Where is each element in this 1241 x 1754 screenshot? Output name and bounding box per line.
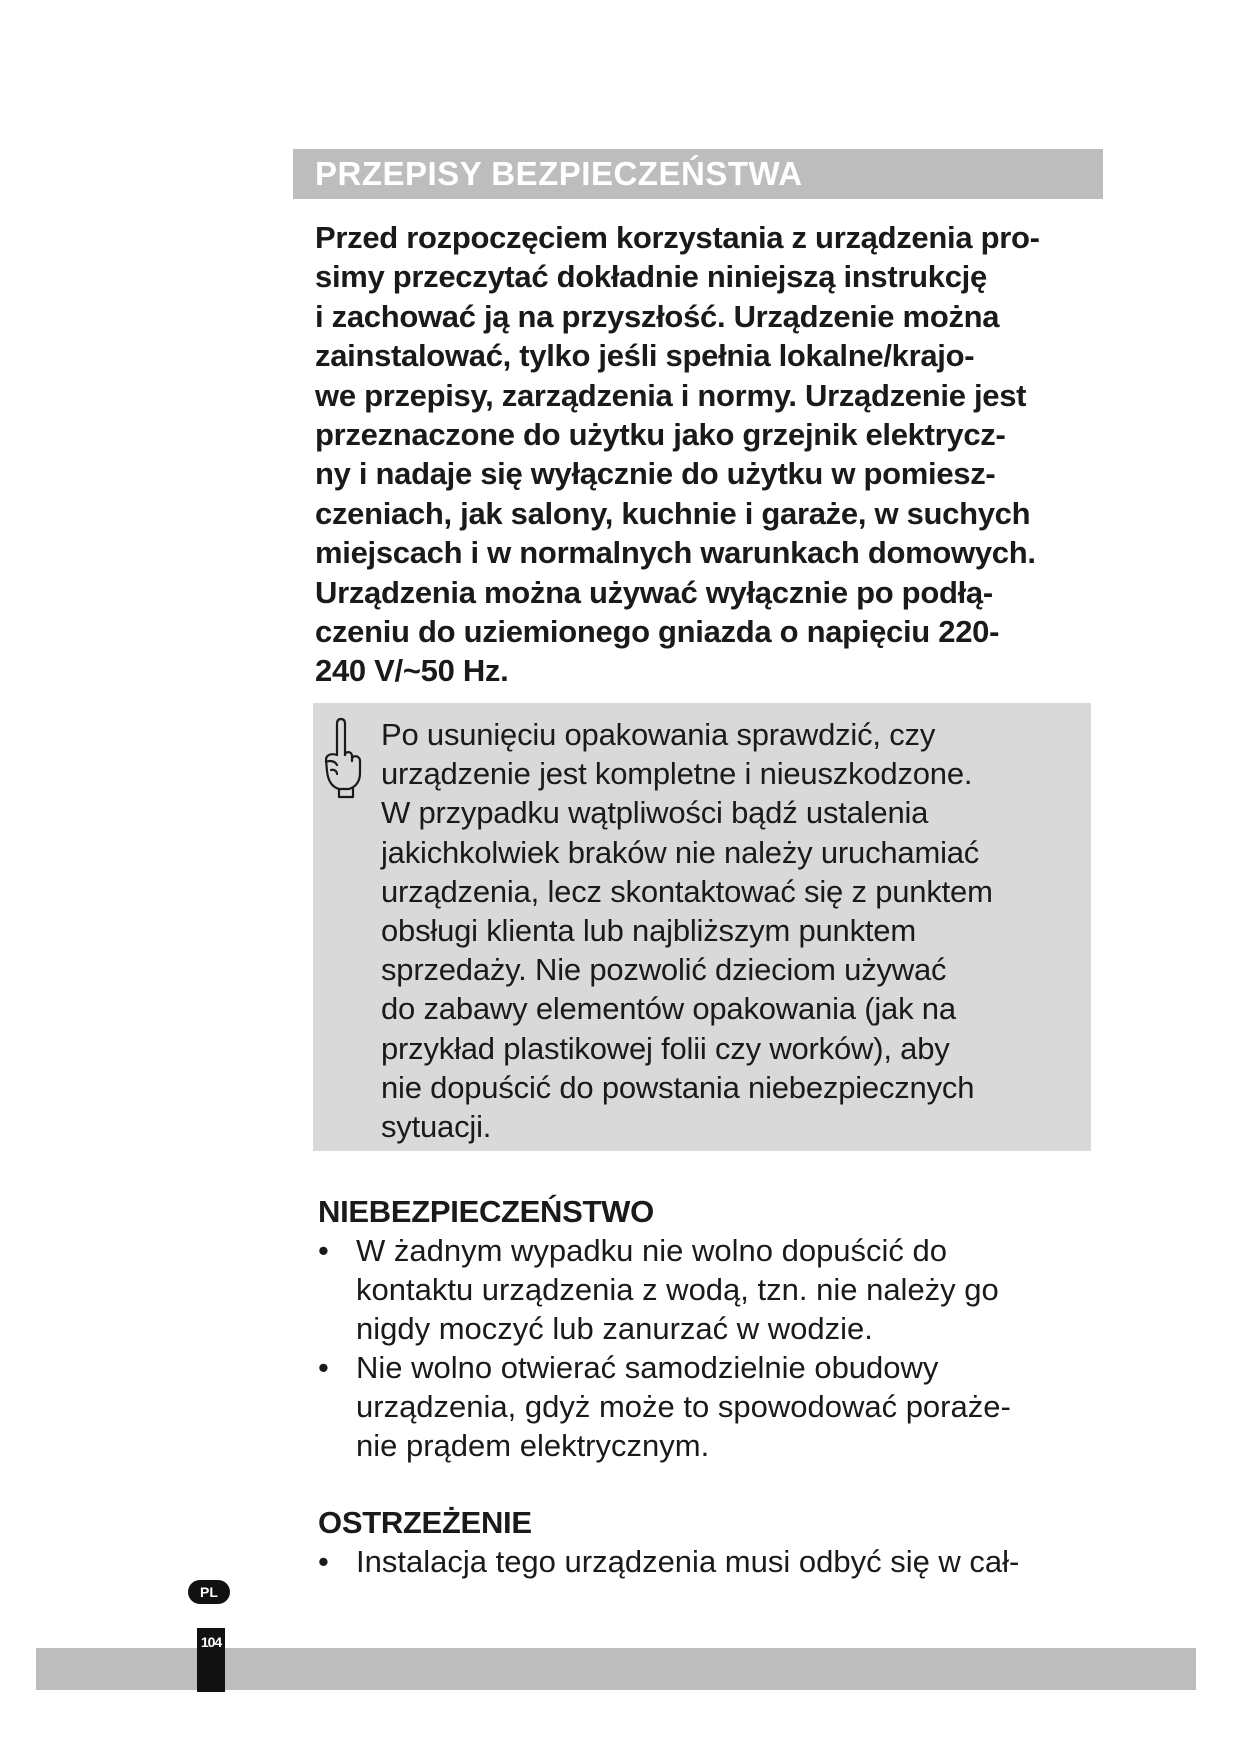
- danger-list: [318, 1231, 1108, 1465]
- danger-heading: NIEBEZPIECZEŃSTWO: [318, 1194, 654, 1229]
- bullet-icon: •: [318, 1233, 329, 1268]
- list-item: [318, 1542, 1108, 1581]
- intro-line: Przed rozpoczęciem korzystania z urządzenia pro-: [315, 220, 1040, 255]
- note-text: [381, 715, 1081, 1146]
- note-line: przykład plastikowej folii czy worków), aby: [381, 1030, 950, 1066]
- intro-line: i zachować ją na przyszłość. Urządzenie można: [315, 298, 1000, 334]
- intro-line: czeniach, jak salony, kuchnie i garaże, w suchych: [315, 495, 1031, 531]
- warning-list: [318, 1542, 1108, 1581]
- intro-paragraph: [315, 218, 1105, 691]
- warning-heading: OSTRZEŻENIE: [318, 1505, 532, 1540]
- note-line: nie dopuścić do powstania niebezpiecznych: [381, 1069, 975, 1105]
- page-number-box: [197, 1628, 225, 1692]
- intro-line: ny i nadaje się wyłącznie do użytku w pomiesz-: [315, 456, 996, 492]
- list-item-line: Nie wolno otwierać samodzielnie obudowy: [356, 1350, 939, 1385]
- note-line: obsługi klienta lub najbliższym punktem: [381, 913, 916, 949]
- list-item-line: urządzenia, gdyż może to spowodować poraże-: [356, 1389, 1011, 1424]
- note-line: do zabawy elementów opakowania (jak na: [381, 991, 956, 1027]
- note-line: sytuacji.: [381, 1109, 492, 1145]
- language-badge: PL: [188, 1580, 230, 1604]
- note-line: jakichkolwiek braków nie należy uruchamiać: [381, 834, 980, 870]
- list-item: [318, 1231, 1108, 1348]
- list-item-line: kontaktu urządzenia z wodą, tzn. nie należy go: [356, 1272, 999, 1307]
- note-line: W przypadku wątpliwości bądź ustalenia: [381, 795, 929, 831]
- note-box: [313, 703, 1091, 1151]
- note-line: Po usunięciu opakowania sprawdzić, czy: [381, 717, 936, 752]
- list-item: [318, 1348, 1108, 1465]
- pointing-hand-icon: [321, 715, 365, 801]
- intro-line: zainstalować, tylko jeśli spełnia lokalne/krajo-: [315, 338, 975, 374]
- note-line: sprzedaży. Nie pozwolić dzieciom używać: [381, 952, 947, 988]
- bullet-icon: •: [318, 1350, 329, 1385]
- intro-line: miejscach i w normalnych warunkach domowych.: [315, 535, 1036, 571]
- note-line: urządzenia, lecz skontaktować się z punktem: [381, 873, 993, 909]
- note-line: urządzenie jest kompletne i nieuszkodzone.: [381, 756, 973, 792]
- list-item-line: nie prądem elektrycznym.: [356, 1428, 710, 1463]
- list-item-line: nigdy moczyć lub zanurzać w wodzie.: [356, 1311, 873, 1346]
- intro-line: czeniu do uziemionego gniazda o napięciu 220-: [315, 614, 1000, 650]
- page-title: PRZEPISY BEZPIECZEŃSTWA: [315, 155, 803, 192]
- list-item-line: W żadnym wypadku nie wolno dopuścić do: [356, 1233, 948, 1268]
- list-item-line: Instalacja tego urządzenia musi odbyć się w cał-: [356, 1544, 1020, 1579]
- intro-line: 240 V/~50 Hz.: [315, 653, 509, 689]
- section-title-bar: [293, 149, 1103, 199]
- intro-line: przeznaczone do użytku jako grzejnik elektrycz-: [315, 417, 1006, 453]
- bullet-icon: •: [318, 1544, 329, 1579]
- intro-line: simy przeczytać dokładnie niniejszą instrukcję: [315, 259, 987, 295]
- intro-line: Urządzenia można używać wyłącznie po podłą-: [315, 574, 993, 610]
- page-number: 104: [200, 1634, 222, 1650]
- intro-line: we przepisy, zarządzenia i normy. Urządzenie jest: [315, 377, 1027, 413]
